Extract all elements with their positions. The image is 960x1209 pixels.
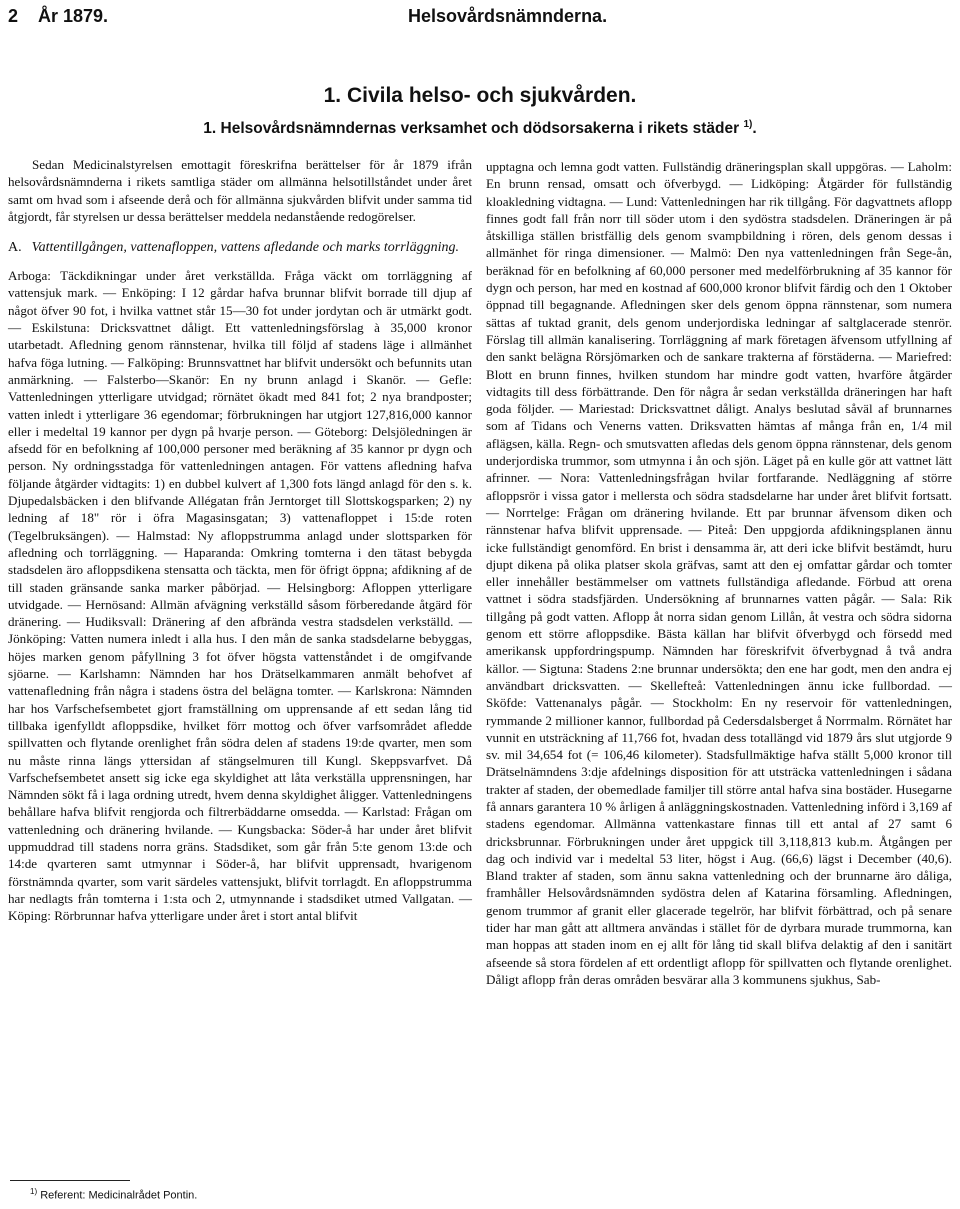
footnote-rule bbox=[10, 1180, 130, 1181]
footnote bbox=[30, 1187, 197, 1202]
intro-paragraph: Sedan Medicinalstyrelsen emottagit föreskrifna berättelser för år 1879 ifrån helsovårdsnämnderna i rikets samtliga städer om allmänna helsotillståndet under året samt om hvad som i afseende derå och för allmänna sjukvården blifvit under samma tid åtgjordt, får styrelsen ur dessa berättelser meddela nedanstående redogörelser. bbox=[8, 157, 472, 224]
footnote-reference: 1) bbox=[743, 119, 753, 130]
section-title-text: 1. Helsovårdsnämndernas verksamhet och dödsorsakerna i rikets städer bbox=[203, 120, 740, 138]
chapter-title: 1. Civila helso- och sjukvården. bbox=[323, 84, 637, 107]
section-title-end: . bbox=[752, 120, 757, 138]
page-header bbox=[8, 4, 952, 32]
section-letter: A. bbox=[8, 240, 22, 256]
left-body-text: Arboga: Täckdikningar under året verkställda. Fråga väckt om torrläggning af vattensjuk mark. — Enköping: I 12 gårdar hafva brunnar blifvit borrade till djup af något öfver 90 fot, i hvilka vattnet står 15—30 fot under jordytan och är utmärkt godt. — Eskilstuna: Dricksvattnet dåligt. Ett vattenledningsförslag à 35,000 kronor utarbetadt. Afledning genom rännstenar, hvilka till följd af stadens läge i allmänhet hafva föga lutning. — Falköping: Brunnsvattnet har blifvit undersökt och befunnits utan anmärkning. — Falsterbo—Skanör: En ny brunn anlagd i Skanör. — Gefle: Vattenledningen ytterligare utvidgad; rörnätet ökadt med 841 fot; 2 nya brandposter; vatten inledt i ytterligare 36 egendomar; förbrukningen har utgjort 127,816,000 kannor eller i medeltal 19 kannor per dygn på hvarje person. — Göteborg: Delsjöledningen är afsedd för en befolkning af 100,000 personer med beräkning af 35 kannor pr dygn och person. Ny ordningsstadga för vattenledningen antagen. För vattens afledning hafva följande åtgärder vidtagits: 1) en dubbel kulvert af 1,300 fots längd anlagd för den s. k. Djupedalsbäcken i den blifvande Allégatan från Jerntorget till Slottskogsparken; 2) ny ledning af 18" rör i öfra Magasinsgatan; 3) vattenafloppet i 15:de roten (Tegelbruksängen). — Halmstad: Ny afloppstrumma anlagd under slottsparken för afledning och torrläggning. — Haparanda: Omkring tomterna i den tätast bebygda stadsdelen äro afloppsdikena stensatta och täckta, men för öfrigt öppna; afdikning af de till staden gränsande sanka marker påbörjad. — Helsingborg: Afloppen ytterligare utvidgade. — Hernösand: Allmän afvägning verkställd såsom förberedande åtgärd för dränering. — Hudiksvall: Dränering af den afbrända vestra stadsdelen verkställd. — Jönköping: Vatten numera inledt i alla hus. I den mån de sanka stadsdelarne bebyggas, höjes marken genom påfyllning 3 fot öfver högsta vattenståndet i de omgifvande sjöarne. — Karlshamn: Nämnden har hos Drätselkammaren anmält behofvet af vattenafledning från några i stadens östra del belägna tomter. — Karlskrona: Nämnden har hos Varfschefsembetet gjort framställning om upprensande af ett sedan lång tid tillbaka igenfylldt afloppsdike, hvilket förr mottog och öfver varfsområdet afledde spillvatten och flytande orenlighet från södra delen af stadens 19:de qvarter, men som nu måste rinna längs yttersidan af stängselmuren till Kungl. Skeppsvarfvet. Då Varfschefsembetet ansett sig icke ega skyldighet att låta verkställa upprensningen, har Nämnden sökt få i laga ordning utredt, hvem denna skyldighet åligger. Vattenledningens behållare hafva blifvit rengjorda och filtrerbäddarne omsedda. — Karlstad: Frågan om vattenledning och dränering hvilande. — Kungsbacka: Söder-å har under året blifvit uppmuddrad till stadens norra gräns. Stadsdiket, som går från 5:te genom 13:de och 14:de qvarteren samt utmynnar i Söder-å, har blifvit upprensadt, hvarigenom förstnämnda qvarter, som varit särdeles vattensjukt, blifvit torrlagdt. En afloppstrumma har nedlagts från tomterna i 1:sta och 2, utmynnande i stadsdiket utmed Vallgatan. — Köping: Rörbrunnar hafva ytterligare under året i stort antal blifvit bbox=[8, 268, 472, 924]
left-column bbox=[8, 156, 472, 924]
right-body-text: upptagna och lemna godt vatten. Fullständig dräneringsplan skall uppgöras. — Laholm: En brunn rensad, omsatt och öfverbygd. — Lidköping: Åtgärder för fullständig kloakledning vidtagna. — Lund: Vattenledningen har rik tillgång. För dagvattnets aflopp finnes godt fall från norr till söder utom i den sydöstra stadsdelen. Dräneringen är på åtskilliga ställen bristfällig dels genom svampbildning i rören, dels genom dessas i allmänhet för ringa dimensioner. — Malmö: Den nya vattenledningen från Sege-ån, beräknad för en befolkning af 60,000 personer med medelförbrukning af 35 kannor för dygn och person, har med en kostnad af 600,000 kronor blifvit färdig och den 1 Oktober öppnad till begagnande. Afledningen sker dels genom öppna rännstenar, som numera sättas af tuktad granit, dels genom underjordiska ledningar af saltglacerade stenrör. Förslag till allmän kanalisering. Torrläggning af mark företagen äfvensom utfyllning af den sankt belägna Rörsjömarken och de sankare trakterna af förstäderna. — Mariefred: Blott en brunn finnes, hvilken stundom har mindre godt vatten, hvarföre åtgärder vidtagits till dess förbättrande. Den för några år sedan verkställda dräneringen har haft goda följder. — Mariestad: Dricksvattnet dåligt. Analys beslutad såväl af brunnarnes som af Tidans och Venerns vatten. Driksvatten hämtas af många från en, 1/4 mil aflägsen, källa. Regn- och smutsvatten afledas dels genom öppna rännstenar, dels genom underjordiska trummor, som utmynna i ån och sjön. Läget på en kulle gör att vattnet lätt afrinner. — Nora: Vattenledningsfrågan hvilar fortfarande. Nedläggning af större afloppsrör i vissa gator i mellersta och södra stadsdelarne har under året blifvit fortsatt. — Norrtelge: Frågan om dränering hvilande. Ett par brunnar äfvensom diken och rännstenar hafva blifvit upprensade. — Piteå: Den uppgjorda afdikningsplanen ännu icke fullständigt genomförd. En brist i densamma är, att deri icke blifvit bestämdt, huru djupt dikena på olika platser skola gräfvas, samt att den ej omfattar gårdar och tomter eller innehåller bestämmelser om vattnets fullständiga afledande. Förbud att orena vattnet i södra stadsfjärden. Undersökning af brunnarnes vatten pågår. — Sala: Rik tillgång på godt vatten. Aflopp åt norra sidan genom Lillån, åt vestra och södra sidorna genom ett större afloppsdike. Bästa källan har blifvit öfverbygd och försedd med amerikansk uppfordringspump. Nämnden har föreskrifvit öfverbygnad å två andra källor. — Sigtuna: Stadens 2:ne brunnar undersökta; den ene har godt, men den andra ej användbart dricksvatten. — Skellefteå: Vattenledningen ännu icke fullbordad. — Sköfde: Vattenanalys pågår. — Stockholm: En ny reservoir för vattenledningen, rymmande 2 millioner kannor, fullbordad på Cedersdalsberget å Norrmalm. Rörnätet har vunnit en utsträckning af 11,766 fot, hvadan dess totallängd vid 1879 års slut utgjorde 9 sv. mil 34,654 fot (= 106,46 kilometer). Stadsfullmäktige hafva ställt 5,000 kronor till Drätselnämndens 3:dje afdelnings disposition för att utsträcka vattenledningen i sådana trakter af staden, der obemedlade familjer till större antal hafva sina bostäder. Husegarne få annars garantera 10 % årligen å anläggningskostnaden. Vattenledning införd i 3,169 af stadens egendomar. Allmänna vattenkastare finnas till ett antal af 27 samt 6 dricksbrunnar. Förbrukningen under året uppgick till 3,118,813 kub.m. Åtgången per dag och individ var i medeltal 53 liter, högst i Aug. (66,6) lägst i December (40,6). Bland trakter af staden, som ännu sakna vattenledning och der brunnarne äro dåliga, framhåller Helsovårdsnämnden sydöstra delen af Katarina församling. Afledningen, genom trummor af granit eller glacerade tegelrör, har blifvit förbättrad, och på senare tider har man gått att alltmera användas i stället för de dyrbara murade trummorna, kan man hoppas att staden inom en ej allt för lång tid skall blifva delaktig af den i sanitärt afseende så stora fördelen af ett ordentligt aflopp för spillvatten och flytande orenlighet. Dåligt aflopp från deras områden besvärar alla 3 kommunens sjukhus, Sab- bbox=[486, 159, 952, 987]
page-number: 2 bbox=[8, 6, 19, 26]
footnote-text: Referent: Medicinalrådet Pontin. bbox=[40, 1189, 198, 1202]
section-a-heading bbox=[8, 239, 472, 257]
running-head: Helsovårdsnämnderna. bbox=[408, 6, 608, 26]
year-label: År 1879. bbox=[38, 6, 109, 26]
right-column bbox=[486, 158, 952, 988]
section-title bbox=[0, 119, 960, 138]
section-heading-text: Vattentillgången, vattenafloppen, vattens afledande och marks torrläggning. bbox=[31, 240, 459, 256]
footnote-mark: 1) bbox=[30, 1187, 38, 1196]
